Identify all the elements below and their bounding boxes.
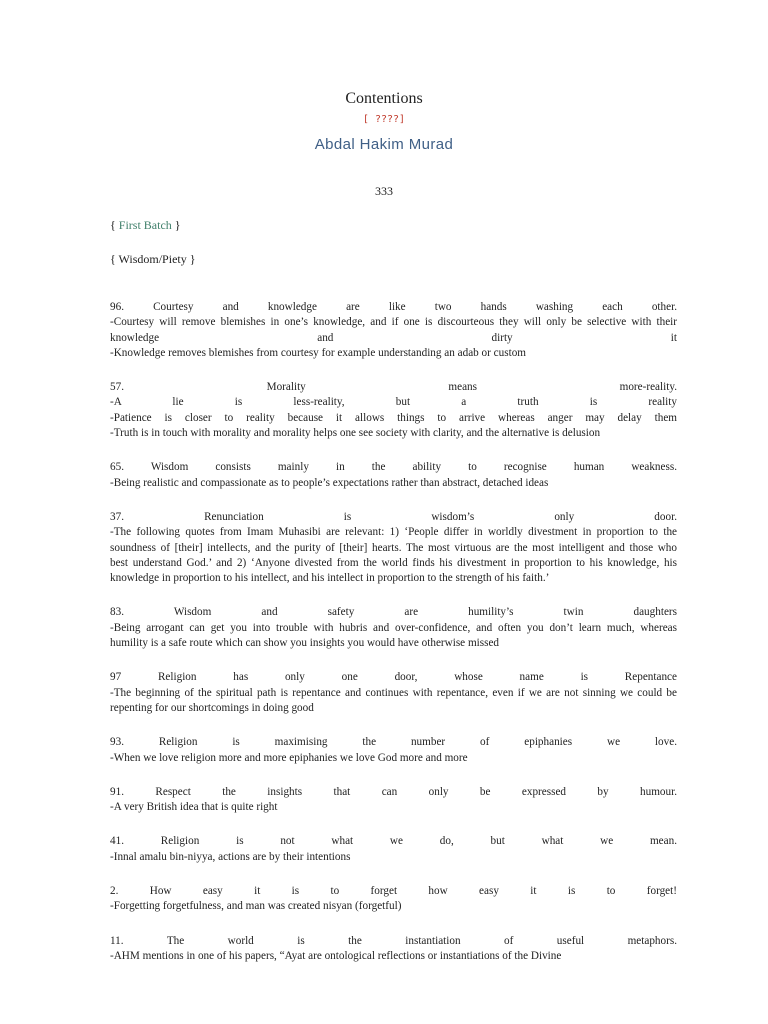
entry-commentary-line: -The following quotes from Imam Muhasibi are relevant: 1) ‘People differ in worldly divestment in proportion to the	[110, 526, 677, 539]
entry-aphorism: 91. Respect the insights that can only be expressed by humour.	[110, 785, 677, 798]
entry-item	[110, 834, 677, 865]
entry-item	[110, 735, 677, 766]
entry-aphorism: 11. The world is the instantiation of useful metaphors.	[110, 934, 677, 947]
batch-open-brace: {	[110, 218, 119, 232]
entry-aphorism: 41. Religion is not what we do, but what we mean.	[110, 835, 677, 848]
entry-item	[110, 605, 677, 651]
entry-commentary-line: -Being realistic and compassionate as to people’s expectations rather than abstract, detached ideas	[110, 476, 549, 489]
entry-commentary-line: -Truth is in touch with morality and morality helps one see society with clarity, and the alternative is delusion	[110, 427, 601, 440]
entry-commentary-line: best understand God.’ and 2) ‘Anyone divested from the world finds his divestment in proportion to his knowledge, his	[110, 556, 677, 569]
entry-item	[110, 670, 677, 716]
entry-commentary-line: -Being arrogant can get you into trouble with hubris and over-confidence, and often you don’t learn much, whereas	[110, 621, 677, 634]
entry-aphorism: 97 Religion has only one door, whose name is Repentance	[110, 671, 677, 684]
section-heading: { Wisdom/Piety }	[110, 252, 196, 266]
entry-aphorism: 93. Religion is maximising the number of epiphanies we love.	[110, 736, 677, 749]
entry-item	[110, 884, 677, 915]
entry-aphorism: 37. Renunciation is wisdom’s only door.	[110, 510, 677, 523]
entry-commentary-line: -AHM mentions in one of his papers, “Ayat are ontological reflections or instantiations of the Divine	[110, 949, 562, 962]
entry-aphorism: 57. Morality means more-reality.	[110, 381, 677, 394]
entry-commentary-line: -Knowledge removes blemishes from courtesy for example understanding an adab or custom	[110, 346, 526, 359]
entry-item	[110, 460, 677, 491]
entry-item	[110, 380, 677, 441]
entry-item	[110, 785, 677, 816]
document-subtitle: [ ????]	[362, 114, 406, 125]
entry-aphorism: 2. How easy it is to forget how easy it is to forget!	[110, 885, 677, 898]
entry-commentary-line: -When we love religion more and more epiphanies we love God more and more	[110, 751, 468, 764]
batch-label: First Batch	[118, 218, 172, 232]
entry-commentary-line: -A lie is less-reality, but a truth is reality	[110, 396, 677, 409]
entry-item	[110, 510, 677, 586]
entry-aphorism: 96. Courtesy and knowledge are like two hands washing each other.	[110, 301, 677, 313]
author-name: Abdal Hakim Murad	[314, 136, 454, 153]
entry-commentary-line: -Forgetting forgetfulness, and man was created nisyan (forgetful)	[110, 900, 402, 913]
entry-commentary-line: repenting for our shortcomings in doing good	[110, 701, 314, 714]
entry-item	[110, 934, 677, 965]
entry-commentary-line: -A very British idea that is quite right	[110, 801, 278, 814]
entry-commentary-line: knowledge and dirty it	[110, 331, 677, 344]
entry-item	[110, 300, 677, 361]
batch-close-brace: }	[171, 218, 181, 232]
entry-commentary-line: -Patience is closer to reality because it allows things to arrive whereas anger may delay them	[110, 411, 677, 424]
entries-list	[110, 300, 677, 983]
entry-commentary-line: -Courtesy will remove blemishes in one’s knowledge, and if one is discourteous they will only be selective with their	[110, 316, 677, 329]
entry-commentary-line: -The beginning of the spiritual path is repentance and continues with repentance, even if we are not sinning we could be	[110, 686, 677, 699]
entry-aphorism: 65. Wisdom consists mainly in the ability to recognise human weakness.	[110, 461, 677, 474]
entry-commentary-line: soundness of [their] intellects, and the purity of [their] hearts. The most virtuous are the most intelligent and those who	[110, 541, 677, 554]
document-title: Contentions	[345, 90, 423, 107]
entry-commentary-line: -Innal amalu bin-niyya, actions are by their intentions	[110, 850, 351, 863]
document-number: 333	[375, 184, 393, 198]
entry-aphorism: 83. Wisdom and safety are humility’s twin daughters	[110, 606, 677, 619]
batch-heading	[110, 218, 181, 233]
entry-commentary-line: humility is a safe route which can show you insights you would have otherwise missed	[110, 637, 500, 650]
entry-commentary-line: knowledge in proportion to his intellect, and his intellect in proportion to the strength of his faith.’	[110, 572, 550, 585]
